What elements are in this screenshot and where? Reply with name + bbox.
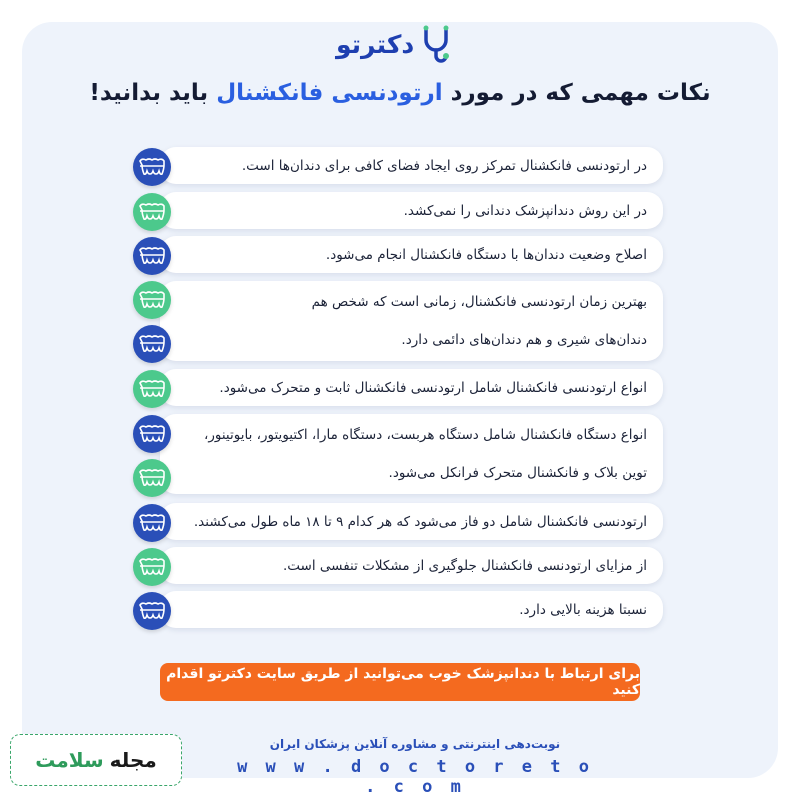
- brand-logo: [336, 22, 454, 66]
- page-title: [40, 80, 760, 106]
- magazine-badge: [10, 734, 182, 786]
- tip-text: توین بلاک و فانکشنال متحرک فرانکل می‌شود.: [388, 465, 647, 481]
- tip-text: اصلاح وضعیت دندان‌ها با دستگاه فانکشنال انجام می‌شود.: [325, 246, 647, 263]
- brand-name: دکترتو: [336, 29, 415, 59]
- tip-row: [160, 547, 663, 584]
- tip-text: انواع ارتودنسی فانکشنال شامل ارتودنسی فانکشنال ثابت و متحرک می‌شود.: [219, 379, 647, 396]
- tip-row: [160, 147, 663, 184]
- tip-badge: [133, 193, 171, 231]
- tip-badge: [133, 504, 171, 542]
- tip-badge: [133, 148, 171, 186]
- braces-teeth-icon: [138, 246, 166, 266]
- braces-teeth-icon: [138, 513, 166, 533]
- tip-row: [160, 192, 663, 229]
- tip-row: [160, 369, 663, 406]
- footer-tagline: نوبت‌دهی اینترنتی و مشاوره آنلاین پزشکان ایران: [269, 737, 561, 751]
- braces-teeth-icon: [138, 290, 166, 310]
- tip-text: از مزایای ارتودنسی فانکشنال جلوگیری از مشکلات تنفسی است.: [283, 557, 647, 574]
- cta-banner[interactable]: برای ارتباط با دندانپزشک خوب می‌توانید از طریق سایت دکترتو اقدام کنید: [160, 663, 640, 701]
- tip-row: [160, 503, 663, 540]
- tip-text: در این روش دندانپزشک دندانی را نمی‌کشد.: [403, 202, 647, 219]
- tip-text: در ارتودنسی فانکشنال تمرکز روی ایجاد فضای کافی برای دندان‌ها است.: [241, 157, 647, 174]
- tip-badge: [133, 237, 171, 275]
- braces-teeth-icon: [138, 557, 166, 577]
- tip-text: بهترین زمان ارتودنسی فانکشنال، زمانی است که شخص هم: [311, 294, 647, 310]
- magazine-word1: مجله: [109, 748, 157, 772]
- tip-text: انواع دستگاه فانکشنال شامل دستگاه هربست، دستگاه مارا، اکتیویتور، بایوتینور،: [203, 427, 647, 443]
- braces-teeth-icon: [138, 379, 166, 399]
- tip-row: [160, 281, 663, 361]
- tip-text: ارتودنسی فانکشنال شامل دو فاز می‌شود که هر کدام ۹ تا ۱۸ ماه طول می‌کشند.: [193, 513, 647, 530]
- tip-row: [160, 591, 663, 628]
- braces-teeth-icon: [138, 468, 166, 488]
- braces-teeth-icon: [138, 202, 166, 222]
- footer-url[interactable]: w w w . d o c t o r e t o . c o m: [237, 757, 593, 797]
- tip-badge: [133, 370, 171, 408]
- braces-teeth-icon: [138, 334, 166, 354]
- tip-row: [160, 414, 663, 494]
- tip-badge: [133, 459, 171, 497]
- tip-row: [160, 236, 663, 273]
- tip-text: دندان‌های شیری و هم دندان‌های دائمی دارد.: [401, 332, 647, 348]
- braces-teeth-icon: [138, 157, 166, 177]
- tip-badge: [133, 592, 171, 630]
- title-after: باید بدانید!: [89, 80, 217, 106]
- tip-badge: [133, 325, 171, 363]
- braces-teeth-icon: [138, 601, 166, 621]
- tip-badge: [133, 415, 171, 453]
- braces-teeth-icon: [138, 424, 166, 444]
- stethoscope-icon: [418, 24, 454, 64]
- title-highlight: ارتودنسی فانکشنال: [216, 80, 443, 106]
- title-before: نکات مهمی که در مورد: [442, 80, 711, 106]
- magazine-word2: سلامت: [35, 748, 104, 772]
- tip-badge: [133, 281, 171, 319]
- tip-text: نسبتا هزینه بالایی دارد.: [519, 601, 647, 618]
- tip-badge: [133, 548, 171, 586]
